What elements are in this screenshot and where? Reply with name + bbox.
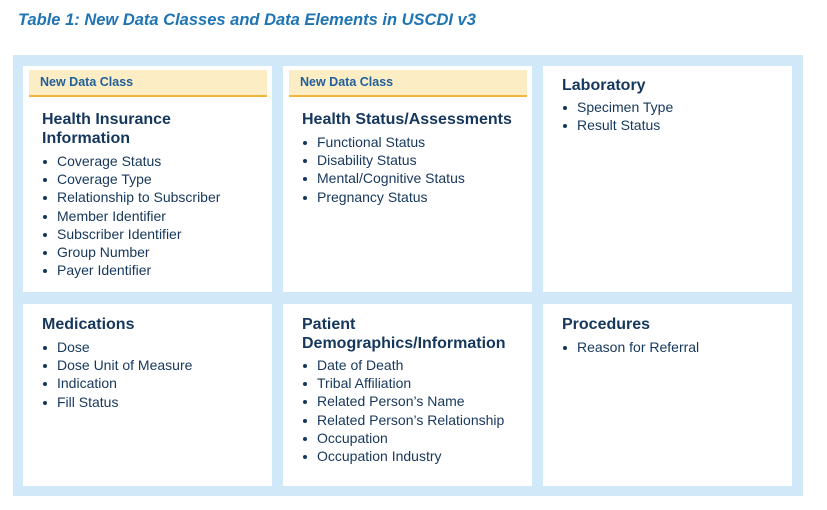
data-element-item: Result Status bbox=[562, 116, 673, 134]
cell-title: Laboratory bbox=[562, 77, 646, 94]
data-element-item: Related Person’s Relationship bbox=[302, 411, 504, 429]
cell-title: Patient Demographics/Information bbox=[302, 316, 506, 352]
table-title: Table 1: New Data Classes and Data Elements in USCDI v3 bbox=[18, 11, 476, 29]
data-element-list bbox=[302, 133, 465, 206]
cell-health-status bbox=[283, 66, 532, 292]
new-data-class-badge: New Data Class bbox=[289, 70, 527, 97]
cell-title: Health Insurance Information bbox=[42, 111, 171, 147]
data-element-item: Functional Status bbox=[302, 133, 465, 151]
data-element-item: Specimen Type bbox=[562, 98, 673, 116]
cell-patient-demographics bbox=[283, 304, 532, 486]
new-data-class-badge: New Data Class bbox=[29, 70, 267, 97]
data-element-item: Date of Death bbox=[302, 356, 504, 374]
cell-procedures bbox=[543, 304, 792, 486]
cell-laboratory bbox=[543, 66, 792, 292]
data-element-item: Disability Status bbox=[302, 151, 465, 169]
data-element-item: Relationship to Subscriber bbox=[42, 188, 220, 206]
data-element-item: Dose Unit of Measure bbox=[42, 356, 192, 374]
data-element-item: Coverage Type bbox=[42, 170, 220, 188]
data-element-item: Subscriber Identifier bbox=[42, 225, 220, 243]
data-element-item: Occupation bbox=[302, 429, 504, 447]
data-element-list bbox=[42, 338, 192, 411]
data-element-list bbox=[42, 152, 220, 279]
data-element-item: Indication bbox=[42, 374, 192, 392]
data-element-item: Coverage Status bbox=[42, 152, 220, 170]
data-element-item: Tribal Affiliation bbox=[302, 374, 504, 392]
data-element-item: Mental/Cognitive Status bbox=[302, 169, 465, 187]
data-element-list bbox=[302, 356, 504, 465]
cell-title: Medications bbox=[42, 316, 135, 333]
data-element-item: Dose bbox=[42, 338, 192, 356]
data-element-item: Payer Identifier bbox=[42, 261, 220, 279]
cell-title: Health Status/Assessments bbox=[302, 111, 512, 128]
cell-title: Procedures bbox=[562, 316, 651, 333]
data-element-item: Related Person’s Name bbox=[302, 392, 504, 410]
cell-medications bbox=[23, 304, 272, 486]
data-element-item: Fill Status bbox=[42, 393, 192, 411]
cell-health-insurance bbox=[23, 66, 272, 292]
data-element-item: Occupation Industry bbox=[302, 447, 504, 465]
data-element-list bbox=[562, 98, 673, 134]
data-element-item: Reason for Referral bbox=[562, 338, 699, 356]
data-element-list bbox=[562, 338, 699, 356]
data-element-item: Member Identifier bbox=[42, 207, 220, 225]
data-element-item: Group Number bbox=[42, 243, 220, 261]
data-element-item: Pregnancy Status bbox=[302, 188, 465, 206]
